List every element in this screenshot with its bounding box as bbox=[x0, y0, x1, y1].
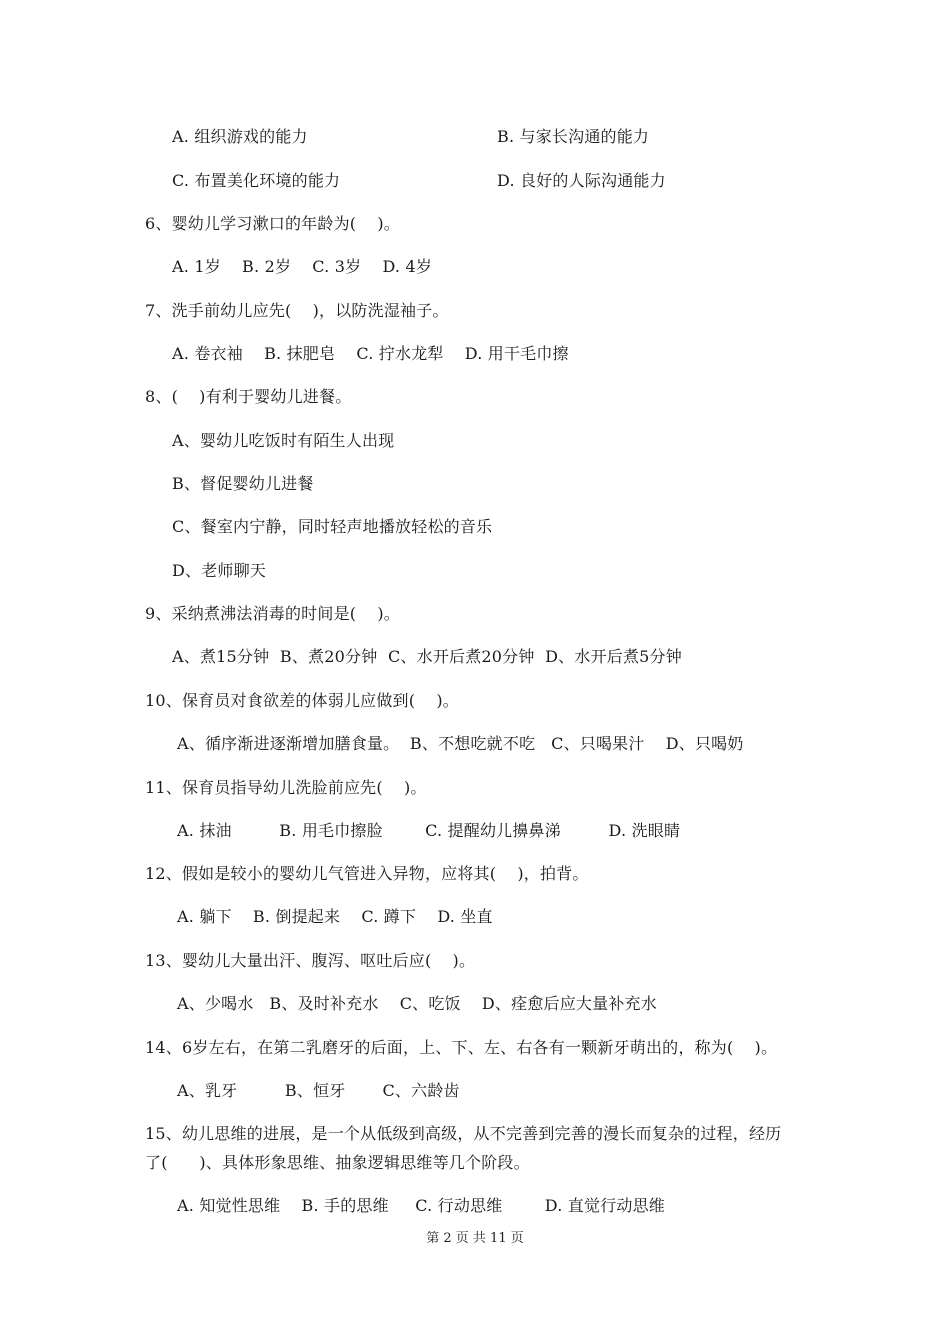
q15-stem-line1: 15、幼儿思维的进展，是一个从低级到高级，从不完善到完善的漫长而复杂的过程，经历 bbox=[145, 1124, 782, 1143]
q10-options: A、循序渐进逐渐增加膳食量。 B、不想吃就不吃 C、只喝果汁 D、只喝奶 bbox=[177, 734, 744, 753]
q11-options: A. 抹油 B. 用毛巾擦脸 C. 提醒幼儿擤鼻涕 D. 洗眼睛 bbox=[177, 821, 681, 840]
q5-option-a: A. 组织游戏的能力 bbox=[172, 127, 308, 146]
q12-stem: 12、假如是较小的婴幼儿气管进入异物，应将其( )，拍背。 bbox=[145, 864, 589, 883]
q8-option-c: C、餐室内宁静，同时轻声地播放轻松的音乐 bbox=[172, 517, 493, 536]
q10-stem: 10、保育员对食欲差的体弱儿应做到( )。 bbox=[145, 691, 459, 710]
q8-option-b: B、督促婴幼儿进餐 bbox=[172, 474, 314, 493]
q5-option-b: B. 与家长沟通的能力 bbox=[497, 127, 650, 146]
q9-stem: 9、采纳煮沸法消毒的时间是( )。 bbox=[145, 604, 401, 623]
page-footer: 第 2 页 共 11 页 bbox=[426, 1231, 524, 1246]
q6-stem: 6、婴幼儿学习漱口的年龄为( )。 bbox=[145, 214, 401, 233]
q11-stem: 11、保育员指导幼儿洗脸前应先( )。 bbox=[145, 778, 427, 797]
q6-options: A. 1岁 B. 2岁 C. 3岁 D. 4岁 bbox=[172, 257, 433, 276]
q8-option-a: A、婴幼儿吃饭时有陌生人出现 bbox=[172, 431, 395, 450]
q12-options: A. 躺下 B. 倒提起来 C. 蹲下 D. 坐直 bbox=[177, 907, 493, 926]
q8-stem: 8、( )有利于婴幼儿进餐。 bbox=[145, 387, 352, 406]
q5-option-c: C. 布置美化环境的能力 bbox=[172, 171, 341, 190]
q14-stem: 14、6岁左右，在第二乳磨牙的后面，上、下、左、右各有一颗新牙萌出的，称为( )。 bbox=[145, 1038, 778, 1057]
q13-stem: 13、婴幼儿大量出汗、腹泻、呕吐后应( )。 bbox=[145, 951, 476, 970]
q14-options: A、乳牙 B、恒牙 C、六龄齿 bbox=[177, 1081, 460, 1100]
q7-options: A. 卷衣袖 B. 抹肥皂 C. 拧水龙犁 D. 用干毛巾擦 bbox=[172, 344, 569, 363]
q8-option-d: D、老师聊天 bbox=[172, 561, 267, 580]
q5-option-d: D. 良好的人际沟通能力 bbox=[497, 171, 666, 190]
q9-options: A、煮15分钟 B、煮20分钟 C、水开后煮20分钟 D、水开后煮5分钟 bbox=[172, 647, 682, 666]
q15-stem-line2: 了( )、具体形象思维、抽象逻辑思维等几个阶段。 bbox=[145, 1153, 530, 1172]
q15-options: A. 知觉性思维 B. 手的思维 C. 行动思维 D. 直觉行动思维 bbox=[177, 1196, 665, 1215]
q13-options: A、少喝水 B、及时补充水 C、吃饭 D、痊愈后应大量补充水 bbox=[177, 994, 657, 1013]
q7-stem: 7、洗手前幼儿应先( )，以防洗湿袖子。 bbox=[145, 301, 449, 320]
